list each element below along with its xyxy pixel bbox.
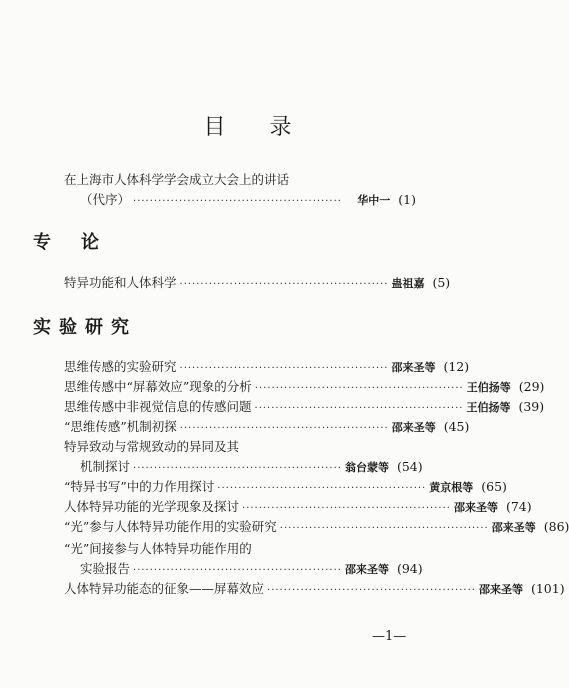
leader-dots: ··················································: [133, 463, 342, 474]
entry-author: 邵来圣等: [453, 501, 498, 514]
entry-author: 蛊祖嘉: [391, 277, 425, 290]
toc-entry[interactable]: [64, 274, 451, 291]
entry-title: （代序）: [80, 192, 131, 207]
entry-page: (94): [396, 561, 423, 576]
leader-dots: ··················································: [133, 196, 342, 207]
entry-title: 特异功能和人体科学: [64, 275, 177, 290]
entry-author: 翁台蒙等: [344, 461, 389, 474]
toc-entry[interactable]: [64, 358, 470, 375]
entry-page: (54): [396, 459, 423, 474]
toc-entry[interactable]: [64, 478, 507, 495]
entry-title: 人体特异功能态的征象——屏幕效应: [64, 581, 265, 596]
leader-dots: ··················································: [133, 565, 342, 576]
page-title: [0, 110, 495, 141]
title-char-2: 录: [269, 115, 292, 140]
leader-dots: ··················································: [254, 403, 464, 414]
section-heading-experiments: 实验研究: [33, 317, 137, 338]
entry-title-line1: 特异致动与常规致动的异同及其: [64, 439, 240, 454]
toc-entry[interactable]: [80, 458, 423, 475]
leader-dots: ··················································: [267, 585, 476, 596]
entry-title: “光”参与人体特异功能作用的实验研究: [64, 519, 277, 534]
preface-title-line1: 在上海市人体科学学会成立大会上的讲话: [64, 172, 290, 187]
entry-author: 王伯扬等: [466, 381, 511, 394]
entry-page: (29): [518, 379, 545, 394]
entry-author: 王伯扬等: [466, 401, 511, 414]
toc-entry[interactable]: [64, 498, 532, 515]
entry-author: 邵来圣等: [478, 583, 523, 596]
entry-title: “特异书写”中的力作用探讨: [64, 479, 215, 494]
entry-author: 邵来圣等: [391, 361, 436, 374]
entry-author: 邵来圣等: [491, 521, 536, 534]
entry-page: (39): [518, 399, 545, 414]
leader-dots: ··················································: [179, 423, 389, 434]
entry-title: 人体特异功能的光学现象及探讨: [64, 499, 240, 514]
entry-author: 华中一: [357, 194, 391, 207]
leader-dots: ··················································: [179, 363, 389, 374]
toc-entry[interactable]: [64, 378, 545, 395]
entry-author: 邵来圣等: [344, 563, 389, 576]
entry-author: 邵来圣等: [391, 421, 436, 434]
leader-dots: ··················································: [279, 523, 489, 534]
entry-title: 思维传感中非视觉信息的传感问题: [64, 399, 252, 414]
entry-author: 黄京根等: [429, 481, 474, 494]
leader-dots: ··················································: [242, 503, 451, 514]
entry-title: “思维传感”机制初探: [64, 419, 177, 434]
page-number: —1—: [372, 629, 407, 644]
entry-page: (86): [543, 519, 569, 534]
entry-title: 思维传感的实验研究: [64, 359, 177, 374]
entry-page: (65): [481, 479, 507, 494]
leader-dots: ··················································: [179, 279, 389, 290]
entry-page: (101): [530, 581, 565, 596]
entry-title: 实验报告: [80, 561, 131, 576]
toc-entry[interactable]: [64, 418, 470, 435]
leader-dots: ··················································: [254, 383, 464, 394]
entry-page: (5): [432, 275, 451, 290]
title-char-1: 目: [203, 115, 226, 140]
entry-title: 机制探讨: [80, 459, 131, 474]
toc-entry[interactable]: [64, 580, 565, 597]
entry-page: (45): [443, 419, 470, 434]
toc-entry[interactable]: [64, 398, 545, 415]
section-heading-special: 专 论: [33, 232, 99, 253]
toc-entry[interactable]: [64, 518, 569, 535]
leader-dots: ··················································: [217, 483, 427, 494]
toc-entry-preface[interactable]: [80, 191, 416, 208]
entry-title: 思维传感中“屏幕效应”现象的分析: [64, 379, 252, 394]
toc-entry[interactable]: [80, 560, 423, 577]
entry-page: (12): [443, 359, 470, 374]
entry-page: (1): [398, 192, 416, 207]
entry-title-line1: “光”间接参与人体特异功能作用的: [64, 541, 252, 556]
entry-page: (74): [505, 499, 532, 514]
